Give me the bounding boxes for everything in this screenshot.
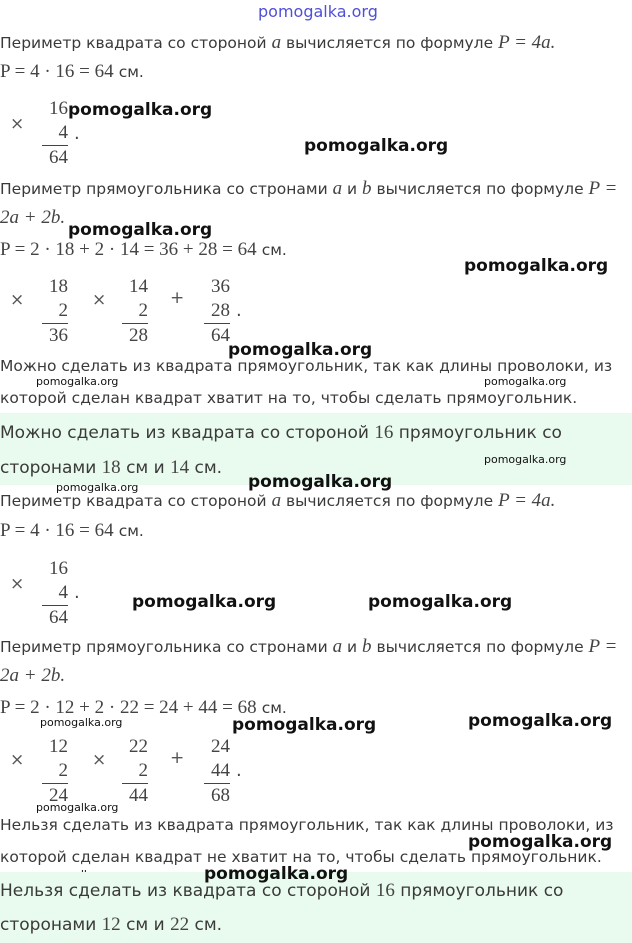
square-calc (0, 61, 144, 83)
factor: 2 (122, 299, 148, 324)
math-var: a (332, 636, 343, 657)
text-fragment: Периметр квадрата со стороной (0, 492, 267, 510)
column-multiplication (42, 557, 68, 630)
text-fragment: и (347, 638, 358, 656)
conclusion-line-2: которой сделан квадрат не хватит на то, чтобы сделать прямоугольник. (0, 848, 602, 866)
times-sign: × (10, 750, 25, 770)
text-fragment: см и (126, 915, 165, 935)
addend: 44 (204, 759, 230, 784)
text-fragment: Можно сделать из квадрата со стороной (0, 423, 369, 443)
text-fragment: Периметр квадрата со стороной (0, 34, 267, 52)
factor: 2 (122, 759, 148, 784)
factor: 2 (42, 759, 68, 784)
period: . (236, 300, 242, 321)
text-fragment: см. (194, 458, 223, 478)
text-fragment: см. (194, 915, 223, 935)
factor: 4 (42, 581, 68, 606)
product: 64 (49, 607, 68, 628)
watermark: pomogalka.org (468, 832, 613, 852)
math-calc: P = 2 · 18 + 2 · 14 = 36 + 28 = 64 (0, 239, 257, 260)
watermark: pomogalka.org (56, 481, 139, 494)
text-fragment: прямоугольник со (398, 423, 562, 443)
watermark: pomogalka.org (36, 801, 119, 814)
times-sign: × (92, 750, 107, 770)
factor: 14 (129, 276, 148, 297)
math-calc: P = 4 · 16 = 64 (0, 520, 114, 541)
watermark: pomogalka.org (304, 136, 449, 156)
watermark: pomogalka.org (40, 716, 123, 729)
factor: 16 (49, 558, 68, 579)
square-calc (0, 520, 144, 542)
sum: 68 (211, 785, 230, 806)
period: . (74, 582, 80, 603)
times-sign: × (10, 574, 25, 594)
factor: 12 (49, 736, 68, 757)
math-var: a (332, 178, 343, 199)
watermark: pomogalka.org (132, 592, 277, 612)
product: 36 (49, 325, 68, 346)
math-calc: P = 4 · 16 = 64 (0, 61, 114, 82)
math-var: a (271, 490, 282, 511)
plus-sign: + (170, 288, 185, 308)
rect-formula-cont: 2a + 2b. (0, 665, 66, 686)
addend: 24 (211, 736, 230, 757)
math-formula: P = 4a. (498, 490, 556, 511)
unit: см. (118, 522, 144, 540)
watermark: pomogalka.org (468, 711, 613, 731)
watermark: pomogalka.org (36, 375, 119, 388)
text-fragment: вычисляется по формуле (286, 492, 494, 510)
square-perimeter-text (0, 32, 555, 54)
text-fragment: и (347, 180, 358, 198)
column-multiplication (42, 735, 68, 808)
watermark: pomogalka.org (228, 340, 373, 360)
watermark: pomogalka.org (484, 375, 567, 388)
product: 28 (129, 325, 148, 346)
watermark: pomogalka.org (368, 592, 513, 612)
unit: см. (261, 241, 287, 259)
product: 24 (49, 785, 68, 806)
product: 44 (129, 785, 148, 806)
conclusion-line-1: Нельзя сделать из квадрата прямоугольник, так как длины проволоки, из (0, 816, 614, 834)
rect-calc (0, 239, 287, 261)
math-formula: P = (588, 178, 618, 199)
watermark: pomogalka.org (484, 453, 567, 466)
rect-perimeter-text (0, 636, 617, 658)
column-multiplication (122, 735, 148, 808)
factor: 4 (42, 121, 68, 146)
answer-line-1 (0, 422, 562, 444)
factor: 16 (49, 98, 68, 119)
factor: 22 (129, 736, 148, 757)
text-fragment: вычисляется по формуле (376, 180, 584, 198)
column-multiplication (42, 97, 68, 170)
conclusion-line-1: Можно сделать из квадрата прямоугольник, так как длины проволоки, из (0, 357, 613, 375)
math-number: 12 (101, 914, 121, 935)
period: . (74, 123, 80, 144)
watermark: pomogalka.org (232, 715, 377, 735)
plus-sign: + (170, 748, 185, 768)
math-var: a (271, 32, 282, 53)
unit: см. (261, 699, 287, 717)
column-addition (204, 275, 230, 348)
text-fragment: вычисляется по формуле (376, 638, 584, 656)
math-formula: P = (588, 636, 618, 657)
period: . (236, 760, 242, 781)
times-sign: × (10, 114, 25, 134)
square-perimeter-text (0, 490, 555, 512)
column-addition (204, 735, 230, 808)
math-var: b (362, 178, 372, 199)
answer-line-1 (0, 880, 563, 902)
answer-line-2 (0, 914, 222, 936)
times-sign: × (92, 290, 107, 310)
rect-perimeter-text (0, 178, 617, 200)
math-calc: P = 2 · 12 + 2 · 22 = 24 + 44 = 68 (0, 697, 257, 718)
text-fragment: вычисляется по формуле (286, 34, 494, 52)
watermark: pomogalka.org (204, 864, 349, 884)
column-multiplication (42, 275, 68, 348)
math-number: 18 (101, 457, 121, 478)
text-fragment: сторонами (0, 458, 97, 478)
addend: 36 (211, 276, 230, 297)
math-var: b (362, 636, 372, 657)
watermark: pomogalka.org (68, 100, 213, 120)
factor: 2 (42, 299, 68, 324)
sum: 64 (211, 325, 230, 346)
math-number: 16 (374, 422, 394, 443)
math-number: 22 (170, 914, 190, 935)
rect-formula-cont: 2a + 2b. (0, 207, 66, 228)
conclusion-line-2: которой сделан квадрат хватит на то, чтобы сделать прямоугольник. (0, 389, 578, 407)
addend: 28 (204, 299, 230, 324)
watermark: pomogalka.org (248, 472, 393, 492)
column-multiplication (122, 275, 148, 348)
math-number: 16 (375, 880, 395, 901)
watermark: pomogalka.org (464, 256, 609, 276)
times-sign: × (10, 290, 25, 310)
text-fragment: Нельзя сделать из квадрата со стороной (0, 881, 371, 901)
answer-line-2 (0, 457, 222, 479)
text-fragment: см и (126, 458, 165, 478)
text-fragment: Периметр прямоугольника со стронами (0, 180, 328, 198)
unit: см. (118, 63, 144, 81)
watermark: pomogalka.org (258, 2, 378, 21)
factor: 18 (49, 276, 68, 297)
text-fragment: прямоугольник со (400, 881, 564, 901)
text-fragment: Периметр прямоугольника со стронами (0, 638, 328, 656)
product: 64 (49, 147, 68, 168)
watermark: pomogalka.org (68, 220, 213, 240)
text-fragment: сторонами (0, 915, 97, 935)
math-formula: P = 4a. (498, 32, 556, 53)
math-number: 14 (170, 457, 190, 478)
